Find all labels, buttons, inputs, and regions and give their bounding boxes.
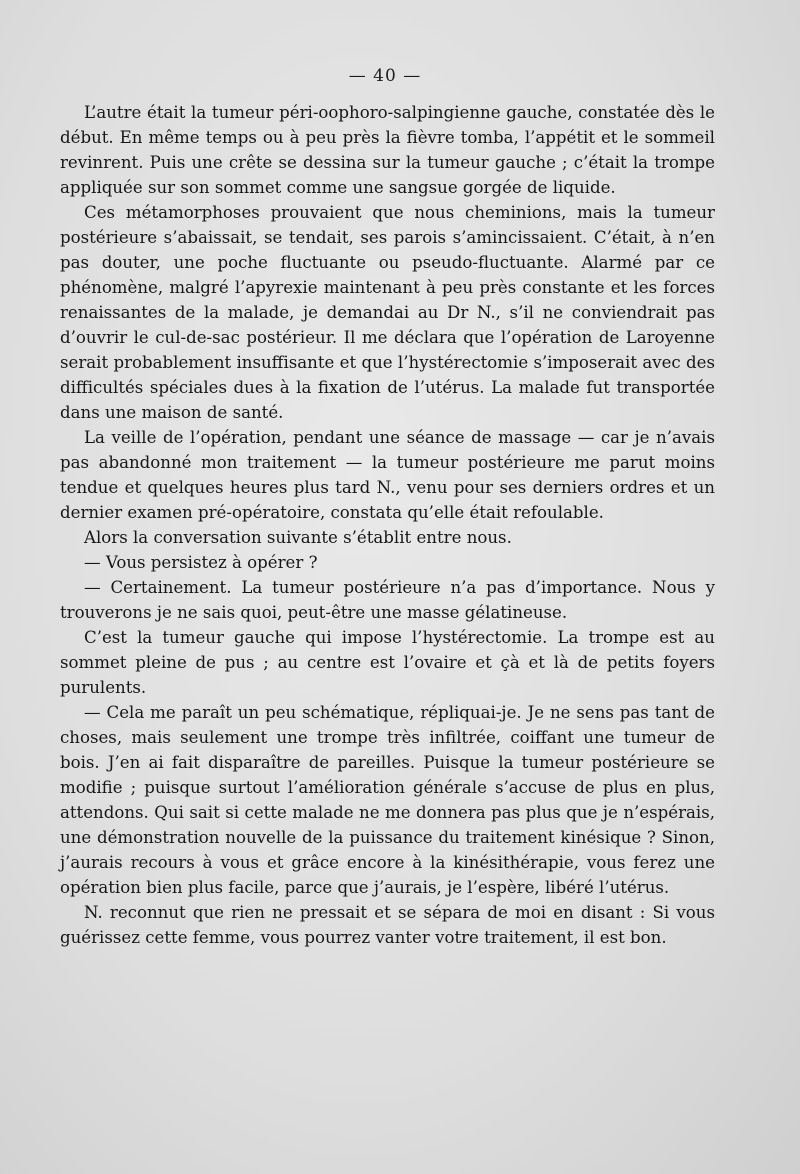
paragraph: Ces métamorphoses prouvaient que nous cheminions, mais la tumeur postérieure s’abaissait, se tendait, ses parois s’amincissaient. C’était, à n’en pas douter, une poche fluctuante ou pseudo-fluctuante. Alarmé par ce phénomène, malgré l’apyrexie maintenant à peu près constante et les forces renaissantes de la malade, je demandai au Dr N., s’il ne conviendrait pas d’ouvrir le cul-de-sac postérieur. Il me déclara que l’opération de Laroyenne serait probablement insuffisante et que l’hystérectomie s’imposerait avec des difficultés spéciales dues à la fixation de l’utérus. La malade fut transportée dans une maison de santé.: [60, 203, 715, 422]
paragraph: — Certainement. La tumeur postérieure n’a pas d’importance. Nous y trouverons je ne sais quoi, peut-être une masse gélatineuse.: [60, 578, 715, 622]
paragraph: N. reconnut que rien ne pressait et se sépara de moi en disant : Si vous guérissez cette femme, vous pourrez vanter votre traitement, il est bon.: [60, 903, 715, 947]
body-text: [60, 100, 715, 950]
paragraph: La veille de l’opération, pendant une séance de massage — car je n’avais pas abandonné mon traitement — la tumeur postérieure me parut moins tendue et quelques heures plus tard N., venu pour ses derniers ordres et un dernier examen pré-opératoire, constata qu’elle était refoulable.: [60, 428, 715, 522]
paragraph: C’est la tumeur gauche qui impose l’hystérectomie. La trompe est au sommet pleine de pus ; au centre est l’ovaire et çà et là de petits foyers purulents.: [60, 628, 715, 697]
page-number: — 40 —: [348, 66, 422, 86]
paragraph: L’autre était la tumeur péri-oophoro-salpingienne gauche, constatée dès le début. En même temps ou à peu près la fièvre tomba, l’appétit et le sommeil revinrent. Puis une crête se dessina sur la tumeur gauche ; c’était la trompe appliquée sur son sommet comme une sangsue gorgée de liquide.: [60, 103, 715, 197]
paragraph: Alors la conversation suivante s’établit entre nous.: [84, 528, 512, 547]
paragraph: — Vous persistez à opérer ?: [84, 553, 318, 572]
paragraph: — Cela me paraît un peu schématique, répliquai-je. Je ne sens pas tant de choses, mais seulement une trompe très infiltrée, coiffant une tumeur de bois. J’en ai fait disparaître de pareilles. Puisque la tumeur postérieure se modifie ; puisque surtout l’amélioration générale s’accuse de plus en plus, attendons. Qui sait si cette malade ne me donnera pas plus que je n’espérais, une démonstration nouvelle de la puissance du traitement kinésique ? Sinon, j’aurais recours à vous et grâce encore à la kinésithérapie, vous ferez une opération bien plus facile, parce que j’aurais, je l’espère, libéré l’utérus.: [60, 703, 715, 897]
